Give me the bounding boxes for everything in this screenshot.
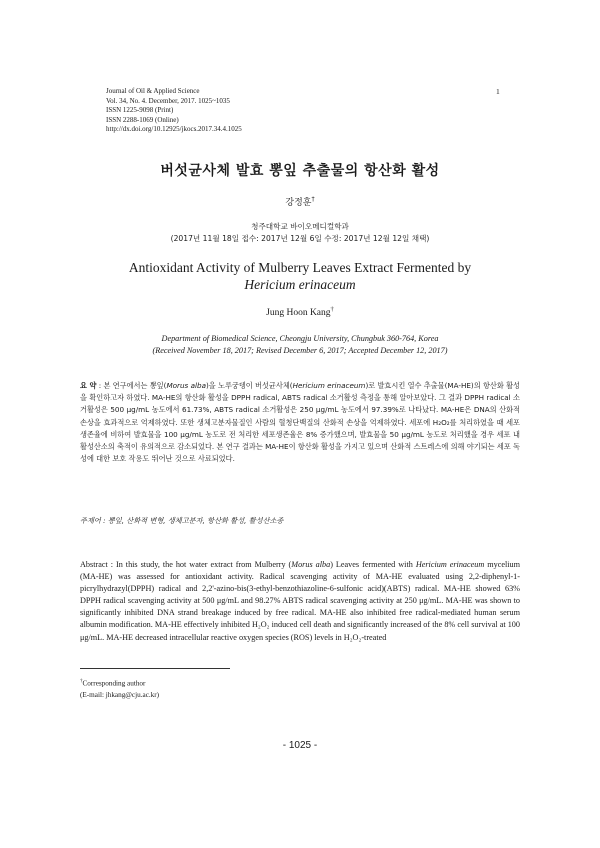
journal-header: [106, 87, 242, 135]
korean-author-dagger: †: [311, 196, 315, 203]
english-dates: (Received November 18, 2017; Revised December 6, 2017; Accepted December 12, 2017): [152, 346, 448, 355]
english-author-dagger: †: [330, 306, 334, 313]
korean-abstract-text: )을 노루궁뎅이 버섯균사체(: [205, 381, 293, 390]
korean-affiliation-block: [60, 221, 540, 245]
korean-affiliation: 청주대학교 바이오메디컬학과: [251, 222, 349, 231]
english-abstract-species: Hericium erinaceum: [415, 560, 485, 569]
footnote-label: Corresponding author: [82, 679, 146, 688]
footnote-email: (E-mail: jhkang@cju.ac.kr): [80, 691, 160, 700]
page-folio: - 1025 -: [282, 740, 318, 751]
english-abstract-species: Morus alba: [291, 560, 331, 569]
footnote-dagger: †: [80, 679, 83, 684]
korean-abstract-label: 요 약: [80, 381, 97, 390]
journal-name: Journal of Oil & Applied Science: [106, 87, 200, 95]
korean-abstract-text: 본 연구에서는 뽕잎(: [103, 381, 167, 390]
doi-link[interactable]: http://dx.doi.org/10.12925/jkocs.2017.34.4.1025: [106, 125, 242, 134]
korean-keywords: 주제어 : 뽕잎, 산화적 변형, 생체고분자, 항산화 활성, 활성산소종: [80, 516, 284, 525]
korean-abstract-species: Hericium erinaceum: [292, 381, 366, 390]
footnote-divider: [80, 668, 230, 669]
english-abstract-text: ) Leaves fermented with: [330, 560, 416, 569]
english-title-line1: Antioxidant Activity of Mulberry Leaves Extract Fermented by: [128, 260, 472, 275]
english-affiliation-block: [60, 333, 540, 357]
english-affiliation: Department of Biomedical Science, Cheongju University, Chungbuk 360-764, Korea: [161, 334, 439, 343]
korean-title: 버섯균사체 발효 뽕잎 추출물의 항산화 활성: [160, 163, 440, 179]
footnote-corresponding: [80, 676, 159, 689]
issn-online: ISSN 2288-1069 (Online): [106, 115, 179, 124]
page-number: 1: [496, 87, 500, 96]
korean-author: [60, 195, 540, 208]
english-author-name: Jung Hoon Kang: [266, 308, 331, 319]
english-abstract-text: mycelium (MA-HE) was assessed for antioxidant activity. Radical scavenging activity of MA-HE evaluated using 2,2-diphenyl-1-picrylhydrazyl(DPPH) radical and 2,2'-azino-bis(3-ethyl-benzothiazoline-6-sulfonic acid)(ABTS) radical. MA-HE showed 63% DPPH radical scavenging activity at 500 μg/mL and 98.27% ABTS radical scavenging activity at 250 μg/mL. MA-HE was shown to significantly inhibited DNA strand breakage induced by free radical. MA-HE also inhibited free radical-mediated human serum albumin modification. MA-HE effectively inhibited H₂O₂ induced cell death and significantly increased of the 8% cell survival at 100 μg/mL. MA-HE decreased intracellular reactive oxygen species (ROS) levels in H₂O₂-treated: [80, 560, 521, 642]
english-title-species: Hericium erinaceum: [244, 277, 356, 292]
english-abstract: [80, 559, 520, 644]
english-author: [60, 306, 540, 318]
footnote: [80, 676, 159, 701]
korean-dates: (2017년 11월 18일 접수: 2017년 12월 6일 수정: 2017년 12월 12일 채택): [170, 234, 430, 243]
english-title: [60, 259, 540, 293]
korean-author-name: 강정훈: [285, 198, 312, 208]
korean-abstract-text: )로 발효시킨 열수 추출물(MA-HE)의 항산화 활성을 확인하고자 하였다. MA-HE의 항산화 활성을 DPPH radical, ABTS radical 소거활성 측정을 통해 알아보았다. 그 결과 DPPH radical 소거활성은 500 μg/mL 농도에서 61.73%, ABTS radical 소거활성은 250 μg/mL 농도에서 97.39%로 나타났다. MA-HE은 DNA의 산화적 손상을 효과적으로 억제하였다. 또한 생체고분자물질인 사람의 혈청단백질의 산화적 손상을 억제하였다. 세포에 H₂O₂를 처리하였을 때 세포생존율에 비하여 발효물을 100 μg/mL 농도로 전 처리한 세포생존율은 8% 증가했으며, 발효물을 50 μg/mL 농도로 처리했을 경우 세포 내 활성산소의 축적이 유의적으로 감소되었다. 본 연구 결과는 MA-HE이 항산화 활성을 가지고 있으며 산화적 스트레스에 의해 야기되는 세포 독성에 대한 보호 작용도 뛰어난 것으로 사료되었다.: [80, 381, 520, 464]
english-abstract-text: Abstract : In this study, the hot water extract from Mulberry (: [80, 560, 292, 569]
issn-print: ISSN 1225-9098 (Print): [106, 106, 174, 115]
english-title-line2: [60, 276, 540, 293]
korean-abstract-species: Morus alba: [166, 381, 206, 390]
korean-abstract: 요 약 : 본 연구에서는 뽕잎(Morus alba)을 노루궁뎅이 버섯균사체(Hericium erinaceum)로 발효시킨 열수 추출물(MA-HE)의 항산화 활성을 확인하고자 하였다. MA-HE의 항산화 활성을 DPPH radical, ABTS radical 소거활성 측정을 통해 알아보았다. 그 결과 DPPH radical 소거활성은 500 μg/mL 농도에서 61.73%, ABTS radical 소거활성은 250 μg/mL 농도에서 97.39%로 나타났다. MA-HE은 DNA의 산화적 손상을 효과적으로 억제하였다. 또한 생체고분자물질인 사람의 혈청단백질의 산화적 손상을 억제하였다. 세포에 H₂O₂를 처리하였을 때 세포생존율에 비하여 발효물을 100 μg/mL 농도로 전 처리한 세포생존율은 8% 증가했으며, 발효물을 50 μg/mL 농도로 처리했을 경우 세포 내 활성산소의 축적이 유의적으로 감소되었다. 본 연구 결과는 MA-HE이 항산화 활성을 가지고 있으며 산화적 스트레스에 의해 야기되는 세포 독성에 대한 보호 작용도 뛰어난 것으로 사료되었다.: [80, 381, 520, 464]
journal-volume: Vol. 34, No. 4. December, 2017. 1025~1035: [106, 96, 230, 105]
